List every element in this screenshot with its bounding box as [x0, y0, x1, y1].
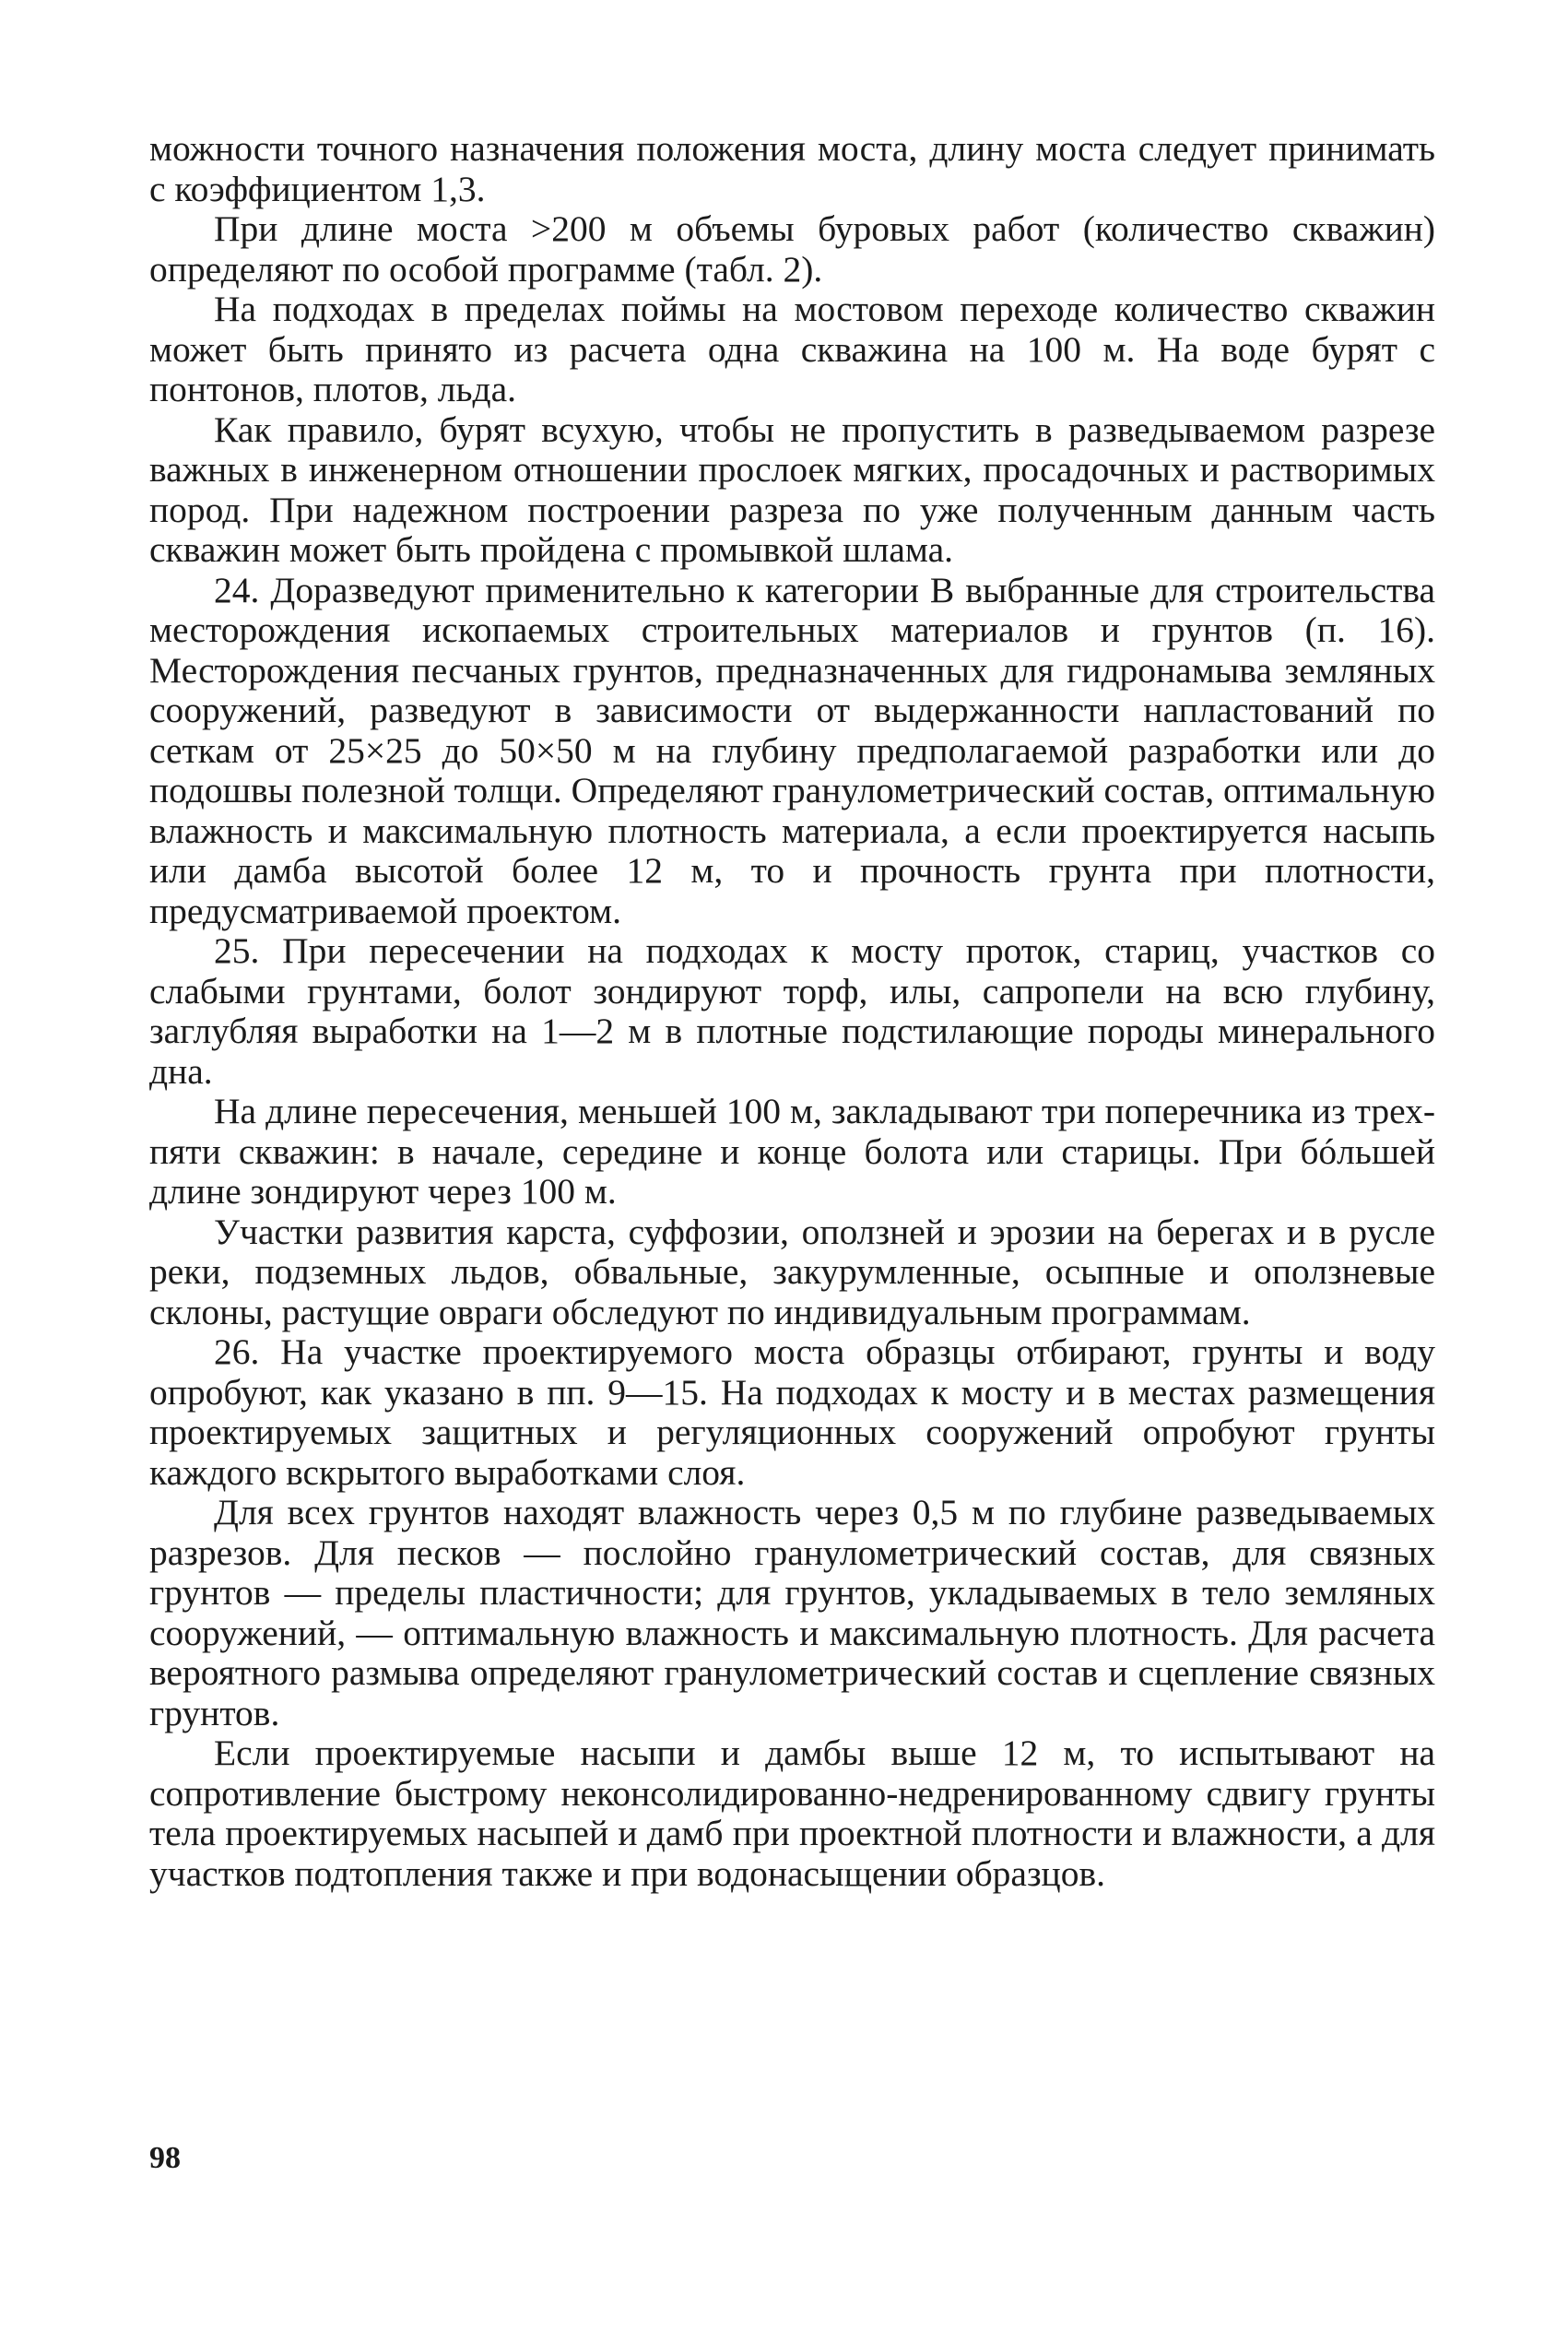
body-text [149, 129, 1435, 1894]
paragraph: На подходах в пределах поймы на мостовом переходе количество скважин может быть принято из расчета одна скважина на 100 м. На воде бурят с понтонов, плотов, льда. [149, 289, 1435, 409]
page-number: 98 [149, 2141, 181, 2175]
paragraph: 25. При пересечении на подходах к мосту проток, стариц, участков со слабыми грунтами, болот зондируют торф, илы, сапропели на всю глубину, заглубляя выработки на 1—2 м в плотные подстилающие породы минерального дна. [149, 930, 1435, 1092]
paragraph: 24. Доразведуют применительно к категории В выбранные для строительства месторождения ископаемых строительных материалов и грунтов (п. 16). Месторождения песчаных грунтов, предназначенных для гидронамыва земляных сооружений, разведуют в зависимости от выдержанности напластований по сеткам от 25×25 до 50×50 м на глубину предполагаемой разработки или до подошвы полезной толщи. Определяют гранулометрический состав, оптимальную влажность и максимальную плотность материала, а если проектируется насыпь или дамба высотой более 12 м, то и прочность грунта при плотности, предусматриваемой проектом. [149, 569, 1435, 931]
paragraph: Для всех грунтов находят влажность через 0,5 м по глубине разведываемых разрезов. Для песков — послойно гранулометрический состав, для связных грунтов — пределы пластичности; для грунтов, укладываемых в тело земляных сооружений, — оптимальную влажность и максимальную плотность. Для расчета вероятного размыва определяют гранулометрический состав и сцепление связных грунтов. [149, 1492, 1435, 1733]
paragraph: Участки развития карста, суффозии, оползней и эрозии на берегах и в русле реки, подземных льдов, обвальные, закурумленные, осыпные и оползневые склоны, растущие овраги обследуют по индивидуальным программам. [149, 1211, 1435, 1332]
paragraph: На длине пересечения, меньшей 100 м, закладывают три поперечника из трех-пяти скважин: в начале, середине и конце болота или старицы. При бóльшей длине зондируют через 100 м. [149, 1091, 1435, 1212]
paragraph: можности точного назначения положения моста, длину моста следует принимать с коэффициентом 1,3. [149, 128, 1435, 209]
paragraph: При длине моста >200 м объемы буровых работ (количество скважин) определяют по особой программе (табл. 2). [149, 208, 1435, 290]
paragraph: Если проектируемые насыпи и дамбы выше 12 м, то испытывают на сопротивление быстрому неконсолидированно-недренированному сдвигу грунты тела проектируемых насыпей и дамб при проектной плотности и влажности, а для участков подтопления также и при водонасыщении образцов. [149, 1733, 1435, 1894]
paragraph: 26. На участке проектируемого моста образцы отбирают, грунты и воду опробуют, как указано в пп. 9—15. На подходах к мосту и в местах размещения проектируемых защитных и регуляционных сооружений опробуют грунты каждого вскрытого выработками слоя. [149, 1331, 1435, 1493]
paragraph: Как правило, бурят всухую, чтобы не пропустить в разведываемом разрезе важных в инженерном отношении прослоек мягких, просадочных и растворимых пород. При надежном построении разреза по уже полученным данным часть скважин может быть пройдена с промывкой шлама. [149, 408, 1435, 570]
